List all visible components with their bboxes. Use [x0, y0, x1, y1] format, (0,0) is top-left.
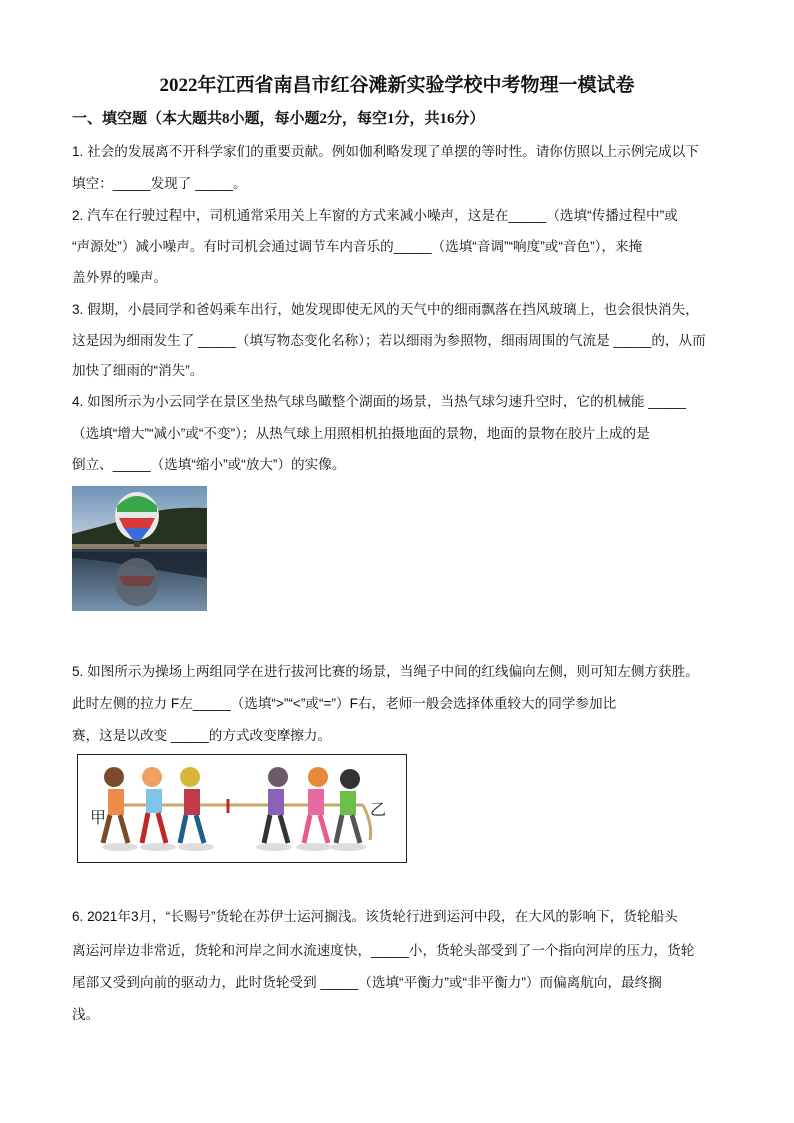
section-heading: 一、填空题（本大题共8小题，每小题2分，每空1分，共16分） [72, 111, 485, 127]
hot-air-balloon-photo [72, 486, 207, 611]
q2-line: 2. 汽车在行驶过程中，司机通常采用关上车窗的方式来减小噪声，这是在_____（选填“传播过程中”或 [72, 208, 678, 223]
q6-line: 6. 2021年3月，“长赐号”货轮在苏伊士运河搁浅。该货轮行进到运河中段，在大风的影响下，货轮船头 [72, 909, 678, 924]
q5-line: 此时左侧的拉力 F左_____（选填“>”“<”或“=”）F右，老师一般会选择体重较大的同学参加比 [72, 696, 617, 711]
q4-line: 4. 如图所示为小云同学在景区坐热气球鸟瞰整个湖面的场景，当热气球匀速升空时，它的机械能 _____ [72, 394, 687, 409]
q1-line: 1. 社会的发展离不开科学家们的重要贡献。例如伽利略发现了单摆的等时性。请你仿照以上示例完成以下 [72, 144, 699, 159]
q5-line: 5. 如图所示为操场上两组同学在进行拔河比赛的场景，当绳子中间的红线偏向左侧，则可知左侧方获胜。 [72, 664, 699, 679]
q2-line: “声源处”）减小噪声。有时司机会通过调节车内音乐的_____（选填“音调”“响度”或“音色”），来掩 [72, 239, 643, 254]
q2-line: 盖外界的噪声。 [72, 270, 168, 285]
q3-line: 3. 假期，小晨同学和爸妈乘车出行，她发现即使无风的天气中的细雨飘落在挡风玻璃上，也会很快消失， [72, 302, 699, 317]
q4-line: 倒立、_____（选填“缩小”或“放大”）的实像。 [72, 457, 346, 472]
label-yi: 乙 [370, 800, 387, 819]
label-jia: 甲 [90, 808, 107, 827]
q3-line: 加快了细雨的“消失”。 [72, 363, 204, 378]
tug-of-war-illustration [77, 754, 407, 863]
q6-line: 浅。 [72, 1007, 100, 1022]
page-title: 2022年江西省南昌市红谷滩新实验学校中考物理一模试卷 [159, 75, 635, 96]
students-right [256, 767, 366, 851]
students-left [102, 767, 214, 851]
q3-line: 这是因为细雨发生了 _____（填写物态变化名称）；若以细雨为参照物，细雨周围的气流是 _____的，从而 [72, 333, 706, 348]
q6-line: 离运河岸边非常近，货轮和河岸之间水流速度快，_____小，货轮头部受到了一个指向河岸的压力，货轮 [72, 943, 695, 958]
q6-line: 尾部又受到向前的驱动力，此时货轮受到 _____（选填“平衡力”或“非平衡力”）而偏离航向，最终搁 [72, 975, 662, 990]
q5-line: 赛，这是以改变 _____的方式改变摩擦力。 [72, 728, 332, 743]
q1-line: 填空：_____发现了 _____。 [72, 176, 247, 191]
q4-line: （选填“增大”“减小”或“不变”）；从热气球上用照相机拍摄地面的景物，地面的景物在胶片上成的是 [72, 426, 650, 441]
